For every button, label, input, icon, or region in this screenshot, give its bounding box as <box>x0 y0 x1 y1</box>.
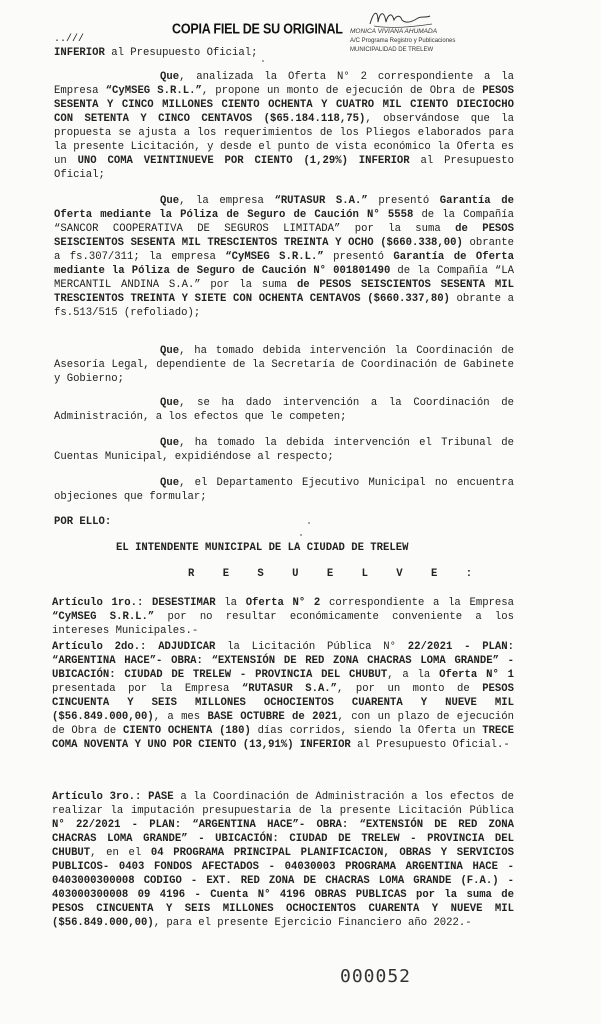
text: , observándose que la propuesta se ajusta a los requerimientos de los Pliegos elaborados para la presente Licitación, y desde el punto de vista económico la Oferta es un <box>54 113 514 167</box>
scan-speck <box>308 522 310 524</box>
text: , se ha dado intervención a la Coordinación de Administración, a los efectos que le competen; <box>54 397 514 423</box>
que-keyword: Que <box>160 477 180 489</box>
text: por no resultar económicamente conveniente a los intereses Municipales.- <box>52 611 514 637</box>
amount: PESOS SESENTA Y CINCO MILLONES CIENTO OCHENTA Y CUATRO MIL CIENTO DIECIOCHO CON SETENTA Y CINCO CENTAVOS ($65.184.118,75) <box>54 85 515 125</box>
text: , para el presente Ejercicio Financiero año 2022.- <box>153 917 472 929</box>
tender-plan: 22/2021 - PLAN: “ARGENTINA HACE”- OBRA: “EXTENSIÓN DE RED ZONA CHACRAS LOMA GRANDE” - UBICACIÓN: CIUDAD DE TRELEW - PROVINCIA DEL CHUBUT <box>52 641 514 681</box>
percentage: UNO COMA VEINTINUEVE POR CIENTO (1,29%) INFERIOR <box>77 155 410 167</box>
offer-number: Oferta N° 1 <box>439 669 514 681</box>
que-keyword: Que <box>160 71 180 83</box>
text: , por un monto de <box>337 683 483 695</box>
article-label: Artículo 2do.: <box>52 641 147 653</box>
article-2 <box>52 640 514 752</box>
article-verb: ADJUDICAR <box>158 641 216 653</box>
text: de la Compañía “SANCOR COOPERATIVA DE SEGUROS LIMITADA” por la suma <box>54 209 515 235</box>
tender-plan: N° 22/2021 - PLAN: “ARGENTINA HACE”- OBRA: “EXTENSIÓN DE RED ZONA CHACRAS LOMA GRANDE” - UBICACIÓN: CIUDAD DE TRELEW - PROVINCIA DEL CHUBUT <box>52 819 514 859</box>
text: obrante a fs.513/515 (refoliado); <box>54 293 514 319</box>
text: , la empresa <box>179 195 275 207</box>
que-keyword: Que <box>160 195 180 207</box>
budget-imputation: 04 PROGRAMA PRINCIPAL PLANIFICACION, OBRAS Y SERVICIOS PUBLICOS- 0403 FONDOS AFECTADOS - 04030003 PROGRAMA ARGENTINA HACE - 0403000300008 CODIGO - EXT. RED ZONA DE CHACRAS LOMA GRANDE (F.A.) - 403000300008 09 4196 - Cuenta N° 4196 OBRAS PUBLICAS por la suma de PESOS CINCUENTA Y SEIS MILLONES OCHOCIENTOS CUARENTA Y NUEVE MIL ($56.849.000,00) <box>52 847 515 929</box>
stamp-office: MUNICIPALIDAD DE TRELEW <box>350 47 434 53</box>
text: la Licitación Pública N° <box>215 641 408 653</box>
amount: de PESOS SEISCIENTOS SESENTA MIL TRESCIENTOS TREINTA Y OCHO ($660.338,00) <box>54 223 515 249</box>
paragraph-que-4 <box>54 396 514 424</box>
text: , propone un monto de ejecución de Obra de <box>201 85 483 97</box>
por-ello-heading: POR ELLO: <box>54 516 112 528</box>
folio-number: 000052 <box>340 966 412 987</box>
text: la <box>215 597 246 609</box>
amount: PESOS CINCUENTA Y SEIS MILLONES OCHOCIENTOS CUARENTA Y NUEVE MIL ($56.849.000,00) <box>52 683 514 723</box>
paragraph-que-1 <box>54 70 514 182</box>
article-1 <box>52 596 514 638</box>
paragraph-continuation <box>54 46 354 60</box>
paragraph-que-2 <box>54 194 514 320</box>
que-keyword: Que <box>160 345 180 357</box>
guarantee: Garantía de Oferta mediante la Póliza de Seguro de Caución N° 001801490 <box>54 251 515 277</box>
que-keyword: Que <box>160 437 180 449</box>
text: , ha tomado debida intervención la Coordinación de Asesoría Legal, dependiente de la Secretaría de Coordinación de Gabinete y Gobierno; <box>54 345 514 385</box>
text: al Presupuesto Oficial; <box>54 155 514 181</box>
intendente-heading: EL INTENDENTE MUNICIPAL DE LA CIUDAD DE TRELEW <box>116 542 409 554</box>
handwritten-signature <box>366 8 436 30</box>
text: , el Departamento Ejecutivo Municipal no encuentra objeciones que formular; <box>54 477 514 503</box>
article-label: Artículo 3ro.: <box>52 791 142 803</box>
article-verb: PASE <box>148 791 174 803</box>
paragraph-que-6 <box>54 476 514 504</box>
text: , analizada la Oferta N° 2 correspondiente a la Empresa <box>54 71 514 97</box>
paragraph-que-5 <box>54 436 514 464</box>
signature-stamp <box>350 8 480 54</box>
bold-text: INFERIOR <box>54 47 105 59</box>
article-verb: DESESTIMAR <box>152 597 216 609</box>
offer-number: Oferta N° 2 <box>245 597 321 609</box>
company-name: “CyMSEG S.R.L.” <box>105 85 202 97</box>
stamp-name: MONICA VIVIANA AHUMADA <box>350 28 438 35</box>
text: , a la <box>387 669 440 681</box>
company-name: “RUTASUR S.A.” <box>241 683 338 695</box>
paragraph-que-3 <box>54 344 514 386</box>
text: presentada por la Empresa <box>52 683 242 695</box>
certified-copy-stamp: COPIA FIEL DE SU ORIGINAL <box>172 20 343 38</box>
text: presentó <box>323 251 394 263</box>
text: de la Compañía “LA MERCANTIL ANDINA S.A.” por la suma <box>54 265 514 291</box>
company-name: “RUTASUR S.A.” <box>274 195 368 207</box>
guarantee: Garantía de Oferta mediante la Póliza de Seguro de Caución N° 5558 <box>54 195 514 221</box>
amount: de PESOS SEISCIENTOS SESENTA MIL TRESCIENTOS TREINTA Y SIETE CON OCHENTA CENTAVOS ($660.337,80) <box>54 279 514 305</box>
que-keyword: Que <box>160 397 180 409</box>
text: , en el <box>90 847 151 859</box>
text: días corridos, siendo la Oferta un <box>250 725 483 737</box>
article-label: Artículo 1ro.: <box>52 597 144 609</box>
base-month: BASE OCTUBRE de 2021 <box>207 711 338 723</box>
scan-speck <box>262 60 264 62</box>
text: , ha tomado la debida intervención el Tribunal de Cuentas Municipal, expidiéndose al respecto; <box>54 437 514 463</box>
text: obrante a fs.307/311; la empresa <box>54 237 515 263</box>
text: , a mes <box>153 711 208 723</box>
text: al Presupuesto Oficial.- <box>350 739 510 751</box>
company-name: “CyMSEG S.R.L.” <box>225 251 324 263</box>
company-name: “CyMSEG S.R.L.” <box>52 611 155 623</box>
execution-term: CIENTO OCHENTA (180) <box>123 725 251 737</box>
continuation-mark: ../// <box>54 34 85 45</box>
article-3 <box>52 790 514 930</box>
scan-speck <box>300 534 302 536</box>
text: correspondiente a la Empresa <box>320 597 514 609</box>
text: al Presupuesto Oficial; <box>104 47 258 59</box>
text: presentó <box>367 195 440 207</box>
text: a la Coordinación de Administración a los efectos de realizar la imputación presupuestaria de la presente Licitación Pública <box>52 791 514 817</box>
stamp-role: A/C Programa Registro y Publicaciones <box>350 38 456 44</box>
resuelve-heading: R E S U E L V E : <box>188 568 484 580</box>
text: , con un plazo de ejecución de Obra de <box>52 711 515 737</box>
percentage: TRECE COMA NOVENTA Y UNO POR CIENTO (13,91%) INFERIOR <box>52 725 514 751</box>
